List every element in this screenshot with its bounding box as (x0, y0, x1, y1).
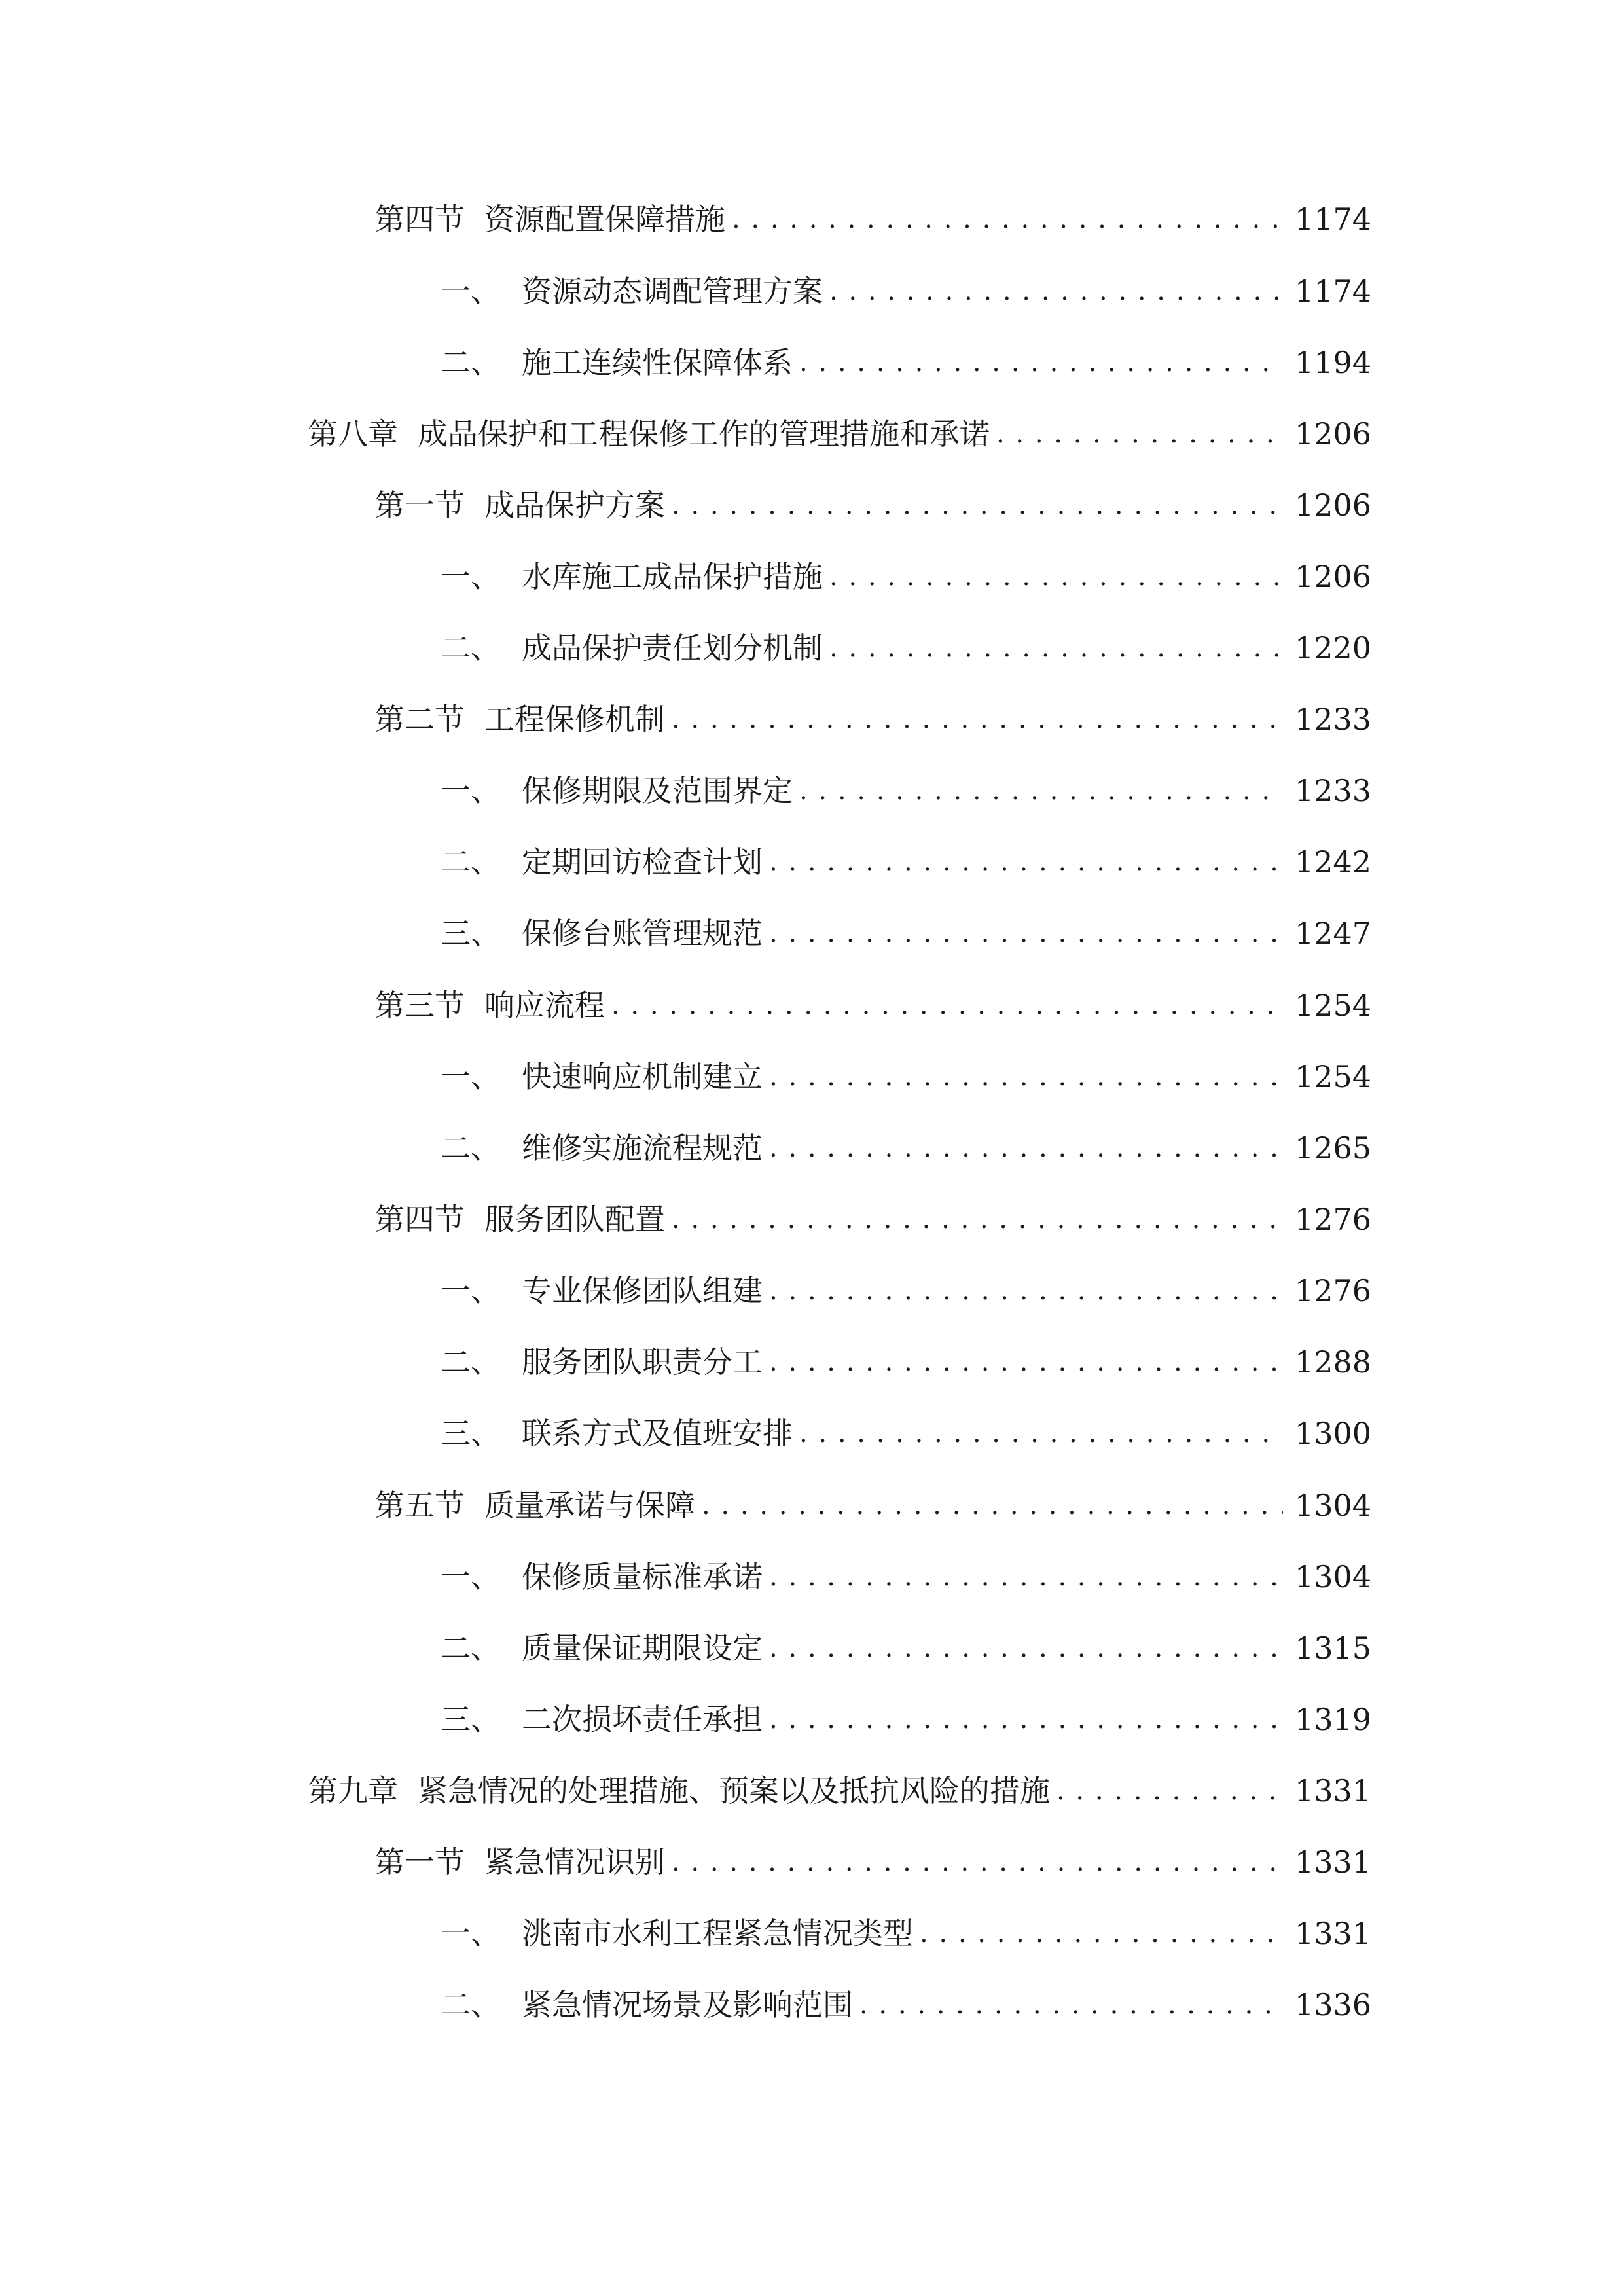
toc-entry[interactable] (441, 1265, 1371, 1317)
toc-entry-title: 质量承诺与保障 (484, 1488, 695, 1523)
dot-leader (859, 1979, 1283, 2031)
dot-leader (799, 336, 1283, 389)
toc-entry-page: 1174 (1294, 274, 1371, 309)
toc-entry-page: 1254 (1294, 988, 1371, 1023)
dot-leader (672, 693, 1283, 745)
toc-entry-number: 三、 (441, 1416, 501, 1451)
toc-entry[interactable] (308, 408, 1371, 460)
toc-entry-title: 维修实施流程规范 (522, 1130, 763, 1166)
toc-entry-number: 第八章 (308, 416, 398, 452)
toc-entry-title: 水库施工成品保护措施 (522, 559, 823, 594)
toc-entry-title: 工程保修机制 (484, 702, 665, 737)
toc-entry-number: 一、 (441, 1059, 501, 1094)
toc-entry-title: 资源动态调配管理方案 (522, 274, 823, 309)
toc-entry-number: 二、 (441, 1630, 501, 1666)
toc-entry-page: 1276 (1294, 1273, 1371, 1308)
dot-leader (1056, 1765, 1283, 1817)
toc-entry-number: 一、 (441, 274, 501, 309)
toc-entry-number: 二、 (441, 345, 501, 380)
dot-leader (769, 836, 1283, 888)
toc-entry-page: 1319 (1294, 1702, 1371, 1737)
toc-entry-number: 三、 (441, 1702, 501, 1737)
toc-entry-page: 1304 (1294, 1488, 1371, 1523)
toc-entry-page: 1206 (1294, 416, 1371, 452)
toc-entry-number: 二、 (441, 1987, 501, 2022)
toc-entry-page: 1288 (1294, 1344, 1371, 1380)
toc-entry-number: 第一节 (374, 488, 465, 523)
dot-leader (769, 1336, 1283, 1388)
dot-leader (769, 1265, 1283, 1317)
toc-entry-title: 紧急情况的处理措施、预案以及抵抗风险的措施 (418, 1773, 1050, 1808)
toc-entry-page: 1300 (1294, 1416, 1371, 1451)
toc-entry[interactable] (374, 1193, 1371, 1246)
toc-entry-page: 1242 (1294, 844, 1371, 880)
dot-leader (672, 1836, 1283, 1888)
toc-entry-title: 紧急情况场景及影响范围 (522, 1987, 853, 2022)
toc-entry-page: 1331 (1294, 1773, 1371, 1808)
toc-entry[interactable] (374, 479, 1371, 531)
toc-entry[interactable] (441, 1551, 1371, 1603)
toc-entry[interactable] (374, 693, 1371, 745)
toc-entry[interactable] (374, 979, 1371, 1031)
toc-entry-page: 1194 (1294, 345, 1371, 380)
toc-entry-page: 1304 (1294, 1559, 1371, 1594)
dot-leader (799, 1407, 1283, 1460)
dot-leader (672, 479, 1283, 531)
toc-entry-title: 联系方式及值班安排 (522, 1416, 793, 1451)
toc-entry-page: 1331 (1294, 1844, 1371, 1880)
dot-leader (769, 1122, 1283, 1174)
toc-entry-title: 服务团队配置 (484, 1202, 665, 1237)
toc-entry-number: 一、 (441, 1273, 501, 1308)
toc-entry-page: 1336 (1294, 1987, 1371, 2022)
toc-entry-number: 第四节 (374, 1202, 465, 1237)
toc-entry-number: 第四节 (374, 202, 465, 237)
toc-entry[interactable] (441, 1050, 1371, 1103)
toc-entry-title: 响应流程 (484, 988, 605, 1023)
toc-entry-page: 1233 (1294, 773, 1371, 808)
toc-entry[interactable] (441, 336, 1371, 389)
toc-entry-title: 紧急情况识别 (484, 1844, 665, 1880)
toc-entry-number: 第三节 (374, 988, 465, 1023)
toc-entry-title: 定期回访检查计划 (522, 844, 763, 880)
toc-entry-page: 1206 (1294, 559, 1371, 594)
dot-leader (829, 550, 1283, 603)
dot-leader (769, 1050, 1283, 1103)
dot-leader (920, 1907, 1283, 1960)
toc-entry-title: 成品保护责任划分机制 (522, 630, 823, 666)
toc-entry-page: 1174 (1294, 202, 1371, 237)
toc-entry-title: 成品保护和工程保修工作的管理措施和承诺 (418, 416, 990, 452)
toc-entry-number: 第九章 (308, 1773, 398, 1808)
toc-entry-page: 1233 (1294, 702, 1371, 737)
toc-entry-page: 1247 (1294, 916, 1371, 951)
toc-entry-number: 二、 (441, 630, 501, 666)
dot-leader (702, 1479, 1283, 1532)
toc-entry[interactable] (441, 907, 1371, 960)
toc-entry[interactable] (441, 265, 1371, 317)
toc-entry-page: 1254 (1294, 1059, 1371, 1094)
toc-entry-title: 质量保证期限设定 (522, 1630, 763, 1666)
toc-entry-title: 快速响应机制建立 (522, 1059, 763, 1094)
toc-entry[interactable] (374, 1836, 1371, 1888)
toc-entry[interactable] (441, 764, 1371, 817)
toc-entry-title: 保修质量标准承诺 (522, 1559, 763, 1594)
toc-entry[interactable] (441, 622, 1371, 674)
toc-entry-number: 一、 (441, 1559, 501, 1594)
toc-entry-page: 1276 (1294, 1202, 1371, 1237)
dot-leader (799, 764, 1283, 817)
toc-entry-number: 一、 (441, 559, 501, 594)
toc-entry-page: 1206 (1294, 488, 1371, 523)
dot-leader (732, 193, 1283, 245)
toc-entry[interactable] (441, 1407, 1371, 1460)
toc-entry[interactable] (441, 1907, 1371, 1960)
toc-entry-page: 1220 (1294, 630, 1371, 666)
toc-entry-number: 第五节 (374, 1488, 465, 1523)
dot-leader (829, 622, 1283, 674)
toc-entry[interactable] (441, 836, 1371, 888)
toc-entry-number: 二、 (441, 844, 501, 880)
toc-entry-page: 1265 (1294, 1130, 1371, 1166)
toc-entry[interactable] (374, 193, 1371, 245)
toc-entry-title: 服务团队职责分工 (522, 1344, 763, 1380)
toc-entry[interactable] (308, 1765, 1371, 1817)
toc-entry-number: 第一节 (374, 1844, 465, 1880)
toc-entry-title: 施工连续性保障体系 (522, 345, 793, 380)
dot-leader (829, 265, 1283, 317)
toc-entry-title: 保修台账管理规范 (522, 916, 763, 951)
dot-leader (611, 979, 1283, 1031)
dot-leader (996, 408, 1283, 460)
toc-entry-title: 专业保修团队组建 (522, 1273, 763, 1308)
toc-entry[interactable] (441, 1336, 1371, 1388)
toc-entry-title: 成品保护方案 (484, 488, 665, 523)
toc-entry-page: 1315 (1294, 1630, 1371, 1666)
toc-entry-number: 一、 (441, 773, 501, 808)
toc-entry-page: 1331 (1294, 1916, 1371, 1951)
toc-entry-number: 三、 (441, 916, 501, 951)
toc-entry-number: 二、 (441, 1130, 501, 1166)
toc-entry[interactable] (441, 1622, 1371, 1674)
toc-entry-number: 第二节 (374, 702, 465, 737)
toc-entry[interactable] (441, 1979, 1371, 2031)
toc-entry-title: 保修期限及范围界定 (522, 773, 793, 808)
toc-entry[interactable] (374, 1479, 1371, 1532)
dot-leader (769, 907, 1283, 960)
toc-entry-title: 洮南市水利工程紧急情况类型 (522, 1916, 913, 1951)
toc-entry-title: 资源配置保障措施 (484, 202, 725, 237)
toc-entry[interactable] (441, 1693, 1371, 1746)
toc-entry-number: 一、 (441, 1916, 501, 1951)
dot-leader (769, 1551, 1283, 1603)
toc-entry-title: 二次损坏责任承担 (522, 1702, 763, 1737)
toc-entry-number: 二、 (441, 1344, 501, 1380)
dot-leader (672, 1193, 1283, 1246)
toc-entry[interactable] (441, 550, 1371, 603)
toc-entry[interactable] (441, 1122, 1371, 1174)
dot-leader (769, 1693, 1283, 1746)
dot-leader (769, 1622, 1283, 1674)
